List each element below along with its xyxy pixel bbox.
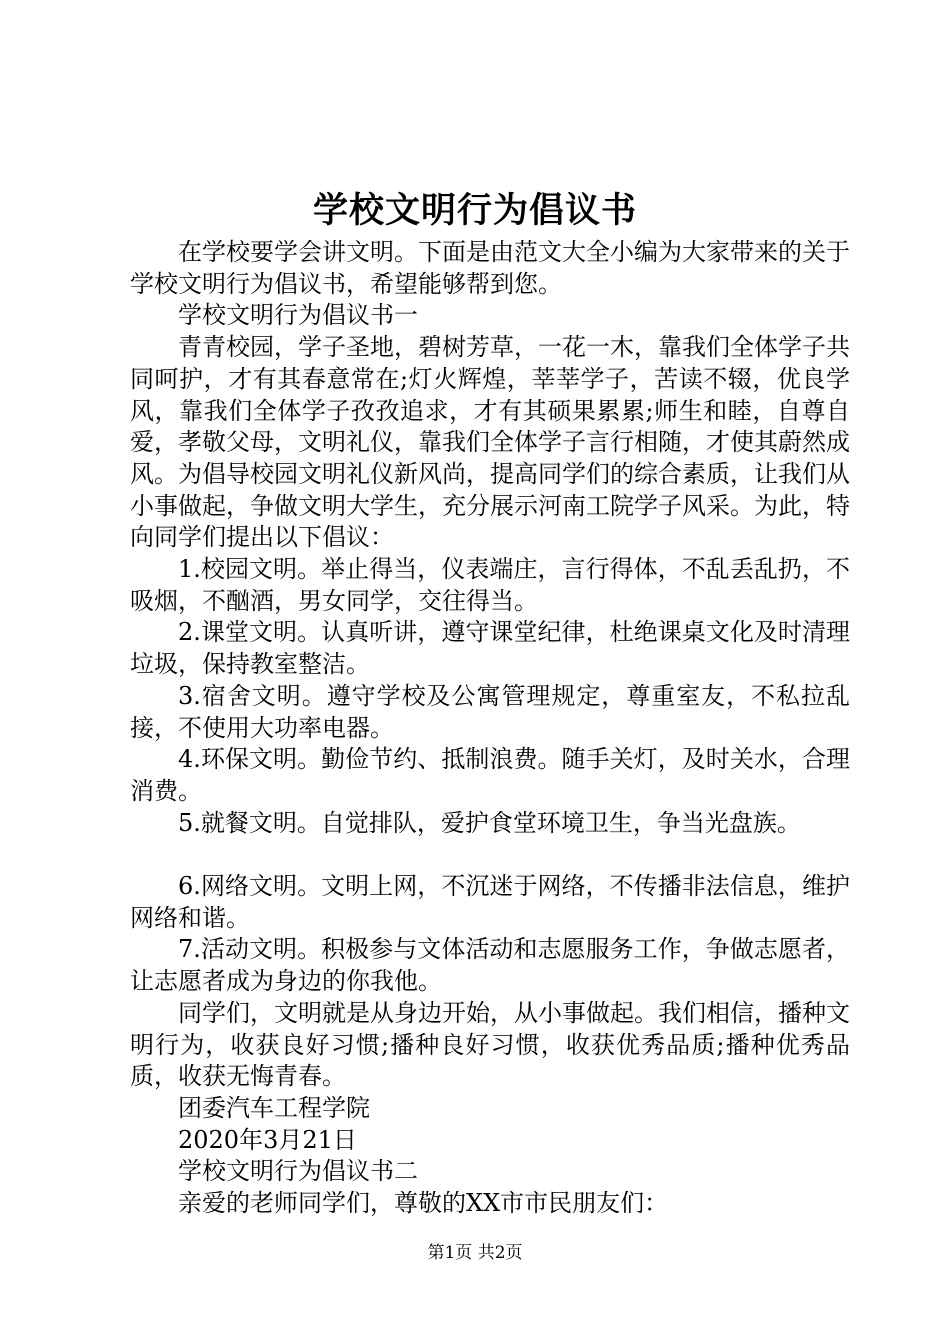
intro-paragraph: 在学校要学会讲文明。下面是由范文大全小编为大家带来的关于学校文明行为倡议书，希望能够帮到您。 (130, 238, 850, 298)
proposal-item-7: 7.活动文明。积极参与文体活动和志愿服务工作，争做志愿者，让志愿者成为身边的你我他。 (130, 935, 850, 996)
closing-paragraph: 同学们，文明就是从身边开始，从小事做起。我们相信，播种文明行为，收获良好习惯;播种良好习惯，收获优秀品质;播种优秀品质，收获无悔青春。 (130, 998, 850, 1091)
document-body (130, 237, 850, 1220)
proposal-item-1: 1.校园文明。举止得当，仪表端庄，言行得体，不乱丢乱扔，不吸烟，不酗酒，男女同学，交往得当。 (130, 555, 850, 615)
signature-date: 2020年3月21日 (178, 1125, 357, 1154)
document-title: 学校文明行为倡议书 (312, 190, 637, 231)
main-paragraph: 青青校园，学子圣地，碧树芳草，一花一木，靠我们全体学子共同呵护，才有其春意常在;灯火辉煌，莘莘学子，苦读不辍，优良学风，靠我们全体学子孜孜追求，才有其硕果累累;师生和睦，自尊自爱，孝敬父母，文明礼仪，靠我们全体学子言行相随，才使其蔚然成风。为倡导校园文明礼仪新风尚，提高同学们的综合素质，让我们从小事做起，争做文明大学生，充分展示河南工院学子风采。为此，特向同学们提出以下倡议： (130, 333, 850, 552)
blank-line (130, 839, 850, 871)
section-heading-two: 学校文明行为倡议书二 (178, 1157, 418, 1186)
section-heading-one: 学校文明行为倡议书一 (178, 301, 418, 330)
proposal-item-4: 4.环保文明。勤俭节约、抵制浪费。随手关灯，及时关水，合理消费。 (130, 745, 850, 805)
proposal-item-6: 6.网络文明。文明上网，不沉迷于网络，不传播非法信息，维护网络和谐。 (130, 872, 850, 932)
signature-organization: 团委汽车工程学院 (178, 1093, 370, 1122)
salutation: 亲爱的老师同学们，尊敬的XX市市民朋友们： (178, 1189, 669, 1218)
proposal-item-5: 5.就餐文明。自觉排队，爱护食堂环境卫生，争当光盘族。 (178, 808, 801, 837)
proposal-item-3: 3.宿舍文明。遵守学校及公寓管理规定，尊重室友，不私拉乱接，不使用大功率电器。 (130, 681, 850, 742)
proposal-item-2: 2.课堂文明。认真听讲，遵守课堂纪律，杜绝课桌文化及时清理垃圾，保持教室整洁。 (130, 618, 850, 679)
page-number-footer: 第1页 共2页 (427, 1243, 523, 1263)
